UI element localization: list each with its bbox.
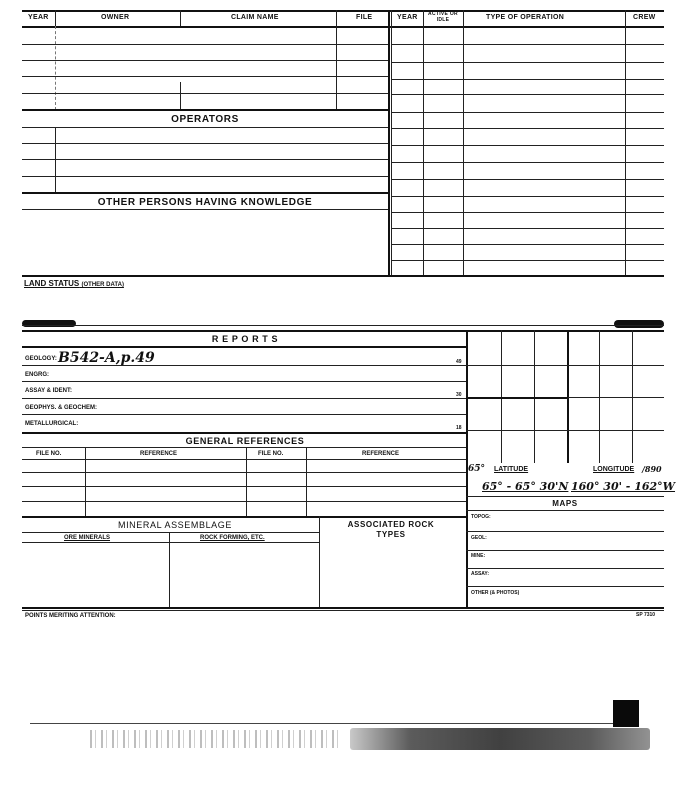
- latitude-label: LATITUDE: [494, 466, 529, 473]
- col-header-active-or-idle: ACTIVE OR IDLE: [428, 11, 458, 23]
- report-code-geology: 49: [456, 359, 462, 365]
- col-header-type-of-operation: TYPE OF OPERATION: [486, 14, 565, 21]
- mineral-assemblage-heading: MINERAL ASSEMBLAGE: [117, 520, 232, 530]
- maps-row-other: OTHER (& PHOTOS): [471, 590, 520, 596]
- col-header-crew: CREW: [633, 14, 656, 21]
- top-smudge-right: [614, 320, 664, 328]
- black-corner-block: [613, 700, 639, 727]
- maps-row-topog: TOPOG:: [471, 514, 491, 520]
- land-status-sub: (OTHER DATA): [81, 282, 124, 288]
- maps-row-geol: GEOL:: [471, 535, 487, 541]
- ref-header-file-no-2: FILE NO.: [258, 451, 284, 457]
- land-status-label: [24, 279, 124, 288]
- points-meriting-attention: POINTS MERITING ATTENTION:: [25, 613, 116, 619]
- col-header-file: FILE: [356, 14, 373, 21]
- maps-row-assay: ASSAY:: [471, 571, 490, 577]
- longitude-value: 160° 30' - 162°W: [571, 480, 676, 493]
- maps-row-mine: MINE:: [471, 553, 486, 559]
- report-label-assay: ASSAY & IDENT:: [25, 388, 73, 394]
- associated-rock-types-heading: ASSOCIATED ROCK TYPES: [347, 520, 435, 539]
- other-persons-heading: OTHER PERSONS HAVING KNOWLEDGE: [97, 197, 313, 208]
- mineral-col-ore-minerals: ORE MINERALS: [64, 535, 111, 541]
- maps-heading: MAPS: [552, 499, 578, 508]
- report-value-geology: B542-A,p.49: [58, 350, 155, 366]
- col-header-owner: OWNER: [101, 14, 130, 21]
- col-header-claim-name: CLAIM NAME: [231, 14, 279, 21]
- col-header-year-2: YEAR: [397, 14, 418, 21]
- col-header-year: YEAR: [28, 14, 49, 21]
- report-code-assay: 30: [456, 392, 462, 398]
- scan-smudge: [350, 728, 650, 750]
- reports-heading: R E P O R T S: [211, 334, 279, 344]
- lat-prefix: 65°: [468, 464, 486, 474]
- form-code: SP 7310: [636, 612, 656, 618]
- latitude-value: 65° - 65° 30'N: [482, 480, 569, 493]
- report-label-geophys: GEOPHYS. & GEOCHEM:: [25, 405, 98, 411]
- land-status-title: LAND STATUS: [24, 279, 80, 288]
- mineral-col-rock-forming: ROCK FORMING, ETC.: [200, 535, 265, 541]
- longitude-label: LONGITUDE: [593, 466, 635, 473]
- long-suffix: /890: [642, 464, 662, 474]
- general-references-heading: GENERAL REFERENCES: [185, 436, 305, 446]
- scan-noise-left: [90, 730, 340, 748]
- ref-header-reference-1: REFERENCE: [140, 451, 178, 457]
- report-label-metallurgical: METALLURGICAL:: [25, 421, 79, 427]
- report-label-geology: GEOLOGY:: [25, 356, 57, 362]
- report-label-engrg: ENGRG:: [25, 372, 49, 378]
- ref-header-reference-2: REFERENCE: [362, 451, 400, 457]
- report-code-metallurgical: 18: [456, 425, 462, 431]
- operators-heading: OPERATORS: [171, 114, 239, 125]
- ref-header-file-no-1: FILE NO.: [36, 451, 62, 457]
